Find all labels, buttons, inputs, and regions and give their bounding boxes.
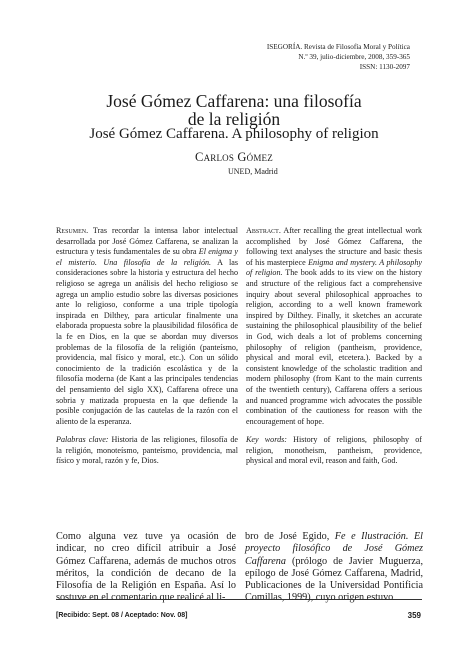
keywords-es-text: Historia de las religiones, filosofía de la religión, monoteísmo, panteísmo, providencia, mal físico y moral, razón y fe, Dios. — [56, 435, 238, 466]
abstract-en-text1: After recalling the great intellectual work accomplished by José Gómez Caffarena, the following text analyses the structure and basic thesis of his masterpiece — [246, 226, 422, 267]
abstract-spanish — [56, 226, 238, 467]
abstract-es-text1: Tras recordar la intensa labor intelectual desarrollada por José Gómez Caffarena, se analizan la estructura y tesis fundamentales de su obra — [56, 226, 238, 257]
abstract-english — [246, 226, 422, 467]
page-number: 359 — [407, 611, 421, 620]
abstract-es-text2: A las consideraciones sobre la historia y estructura del hecho religioso se agrega un análisis del hecho religioso se agrega un amplio estudio sobre las diversas posiciones ante lo religioso, conforme a una triple tipología inspirada en Dilthey, para articular finalmente una elaborada propuesta sobre la plausibilidad filosófica de la fe en Dios, en la que se abordan muy diversos problemas de la filosofía de la religión (panteísmo, providencia, mal físico y moral, etc.). Con un sólido conocimiento de la tradición escolástica y de la filosofía moderna (de Kant a las principales tendencias del pensamiento del siglo XX), Caffarena ofrece una sobria y matizada propuesta en la que defiende la posible conjugación de las cautelas de la razón con el aliento de la esperanza. — [56, 257, 238, 426]
journal-title: ISEGORÍA. Revista de Filosofía Moral y Política — [266, 43, 410, 51]
abstract-es-book-title: El enigma y el misterio. Una filosofía de la religión. — [56, 247, 238, 267]
abstract-es-body — [56, 226, 238, 427]
title-es-line1: José Gómez Caffarena: una filosofía — [106, 91, 362, 111]
journal-issue: N.º 39, julio-diciembre, 2008, 359-365 — [298, 53, 410, 61]
keywords-en-text: History of religions, philosophy of religion, monotheism, pantheism, providence, physical and moral evil, reason and faith, God. — [246, 435, 422, 466]
abstract-en-label: Abstract. — [246, 226, 281, 235]
abstract-en-body — [246, 226, 422, 427]
title-es-line2: de la religión — [187, 109, 281, 129]
footer-rule — [56, 599, 422, 600]
article-title-english: José Gómez Caffarena. A philosophy of religion — [89, 126, 379, 142]
journal-header — [267, 42, 410, 72]
abstract-en-text2: The book adds to its view on the history and structure of the religious fact a comprehensive inquiry about several philosophical approaches to religion, according to a well known framework inspired by Dilthey. Finally, it sketches an accurate sustaining the philosophical plausibility of the belief in God, wich deals a lot of problems concerning philosophy of religion (pantheism, providence, physical and moral evil, etcetera.). Backed by a consistent knowledge of the scholastic tradition and modern philosophy (from Kant to the main currents of the twentieth century), Caffarena offers a serious and nuanced programme wich advocates the possible combination of the cautioness for reason with the encouragement of hope. — [246, 268, 423, 426]
keywords-en-label: Key words: — [246, 435, 287, 445]
body-right-text2: (prólogo de Javier Muguerza, epílogo de José Gómez Caffarena, Madrid, Publicaciones de la Universidad Pontificia Comillas, 1999), cuyo origen estuvo — [245, 555, 423, 604]
body-right-text1: bro de José Egido, — [245, 531, 335, 542]
body-text-left-column: Como alguna vez tuve ya ocasión de indicar, no creo difícil atribuir a José Gómez Caffarena, además de muchos otros méritos, la condición de decano de la Filosofía de la Religión en España. Así lo sostuve en el comentario que realicé al li- — [56, 531, 236, 604]
article-title-spanish — [40, 92, 428, 128]
journal-issn: ISSN: 1130-2097 — [359, 63, 410, 71]
received-accepted-dates: [Recibido: Sept. 08 / Aceptado: Nov. 08] — [56, 612, 188, 619]
keywords-es-label: Palabras clave: — [56, 435, 109, 445]
keywords-spanish — [56, 435, 238, 467]
body-text-right-column — [245, 531, 423, 605]
author-name: Carlos Gómez — [195, 150, 273, 164]
body-right-book-title: Fe e Ilustración. El proyecto filosófico de José Gómez Caffarena — [245, 531, 424, 567]
author-affiliation: UNED, Madrid — [228, 167, 278, 176]
keywords-english — [246, 435, 422, 467]
abstract-es-label: Resumen. — [56, 226, 89, 235]
abstract-en-book-title: Enigma and mystery. A philosophy of religion. — [246, 257, 422, 278]
